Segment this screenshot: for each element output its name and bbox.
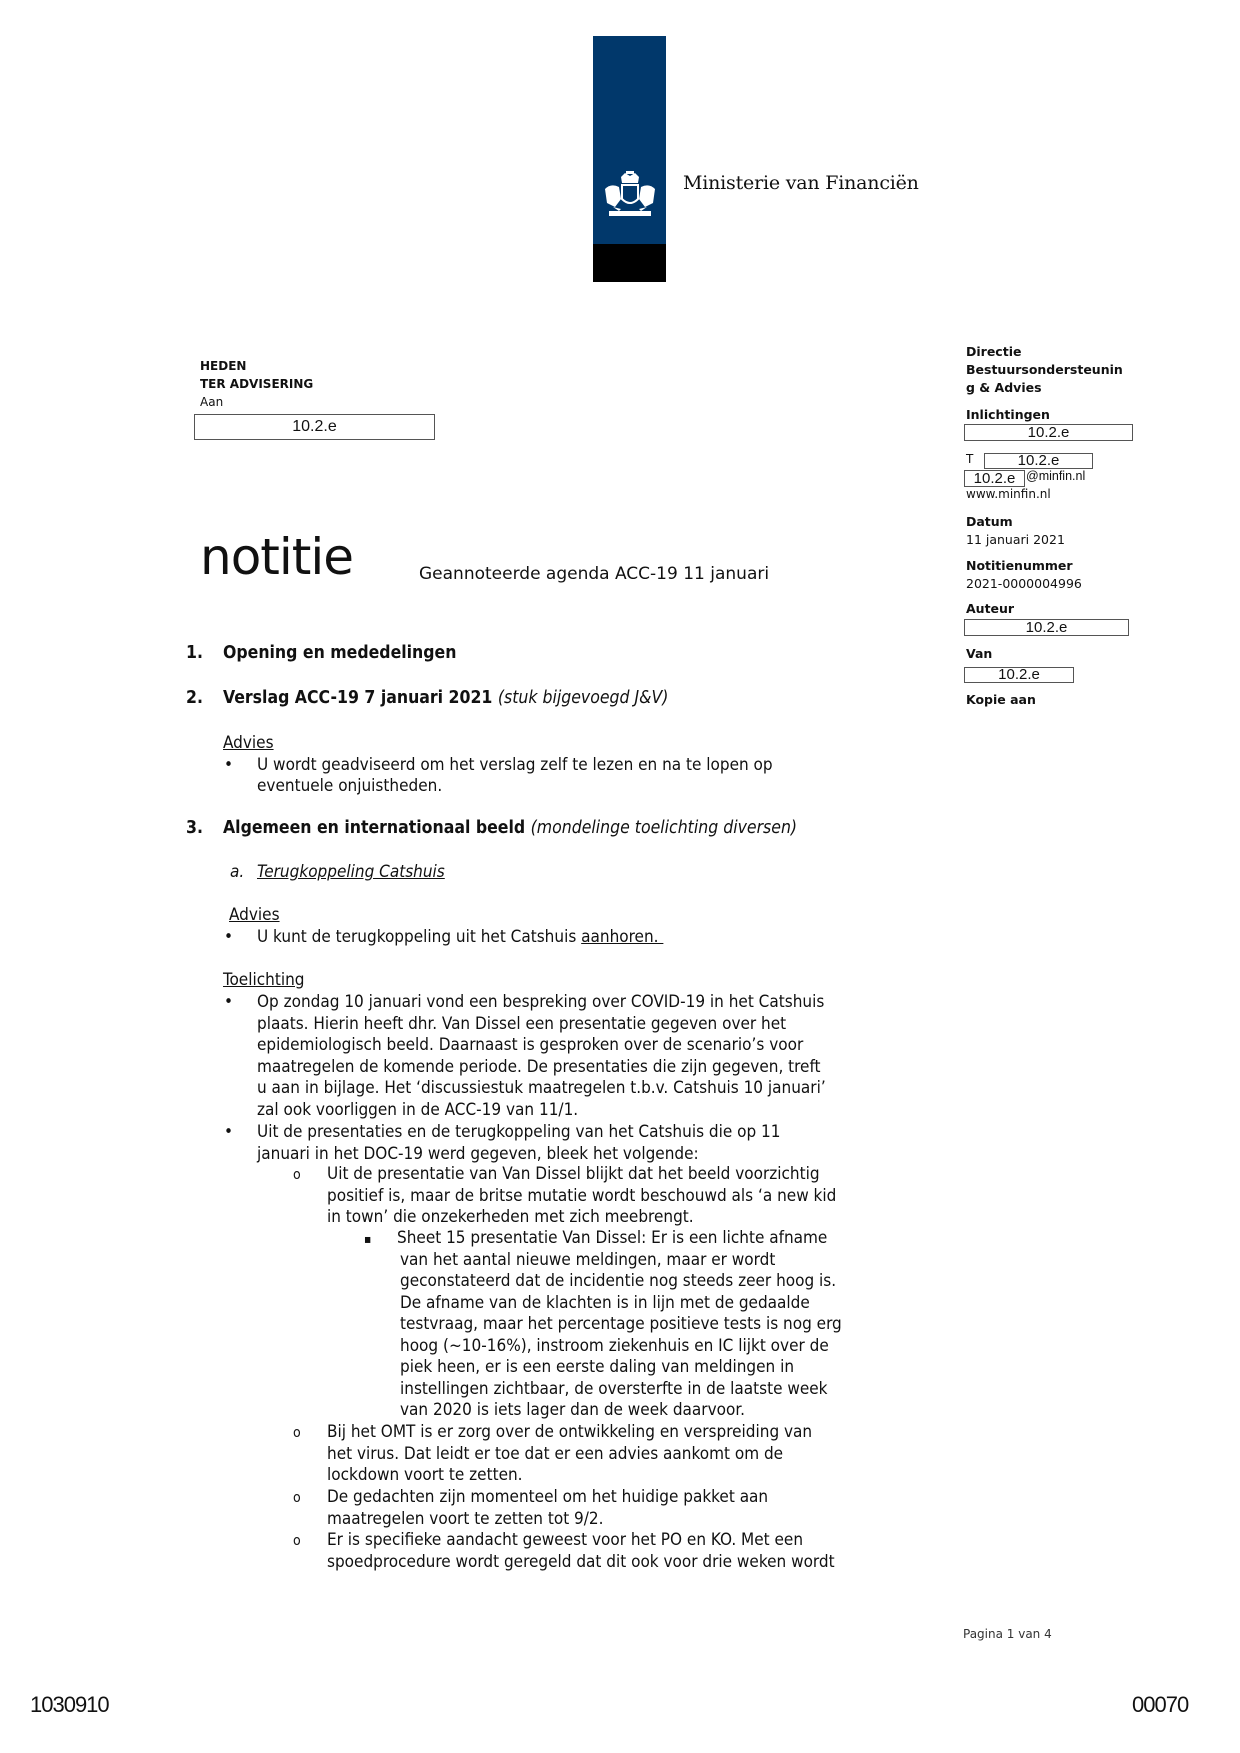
explanation-bullet-1-line: epidemiologisch beeld. Daarnaast is gesproken over de scenario’s voor <box>257 1035 804 1055</box>
sub-sub-bullet-1 <box>397 1228 842 1422</box>
explanation-bullet-1-line: zal ook voorliggen in de ACC-19 van 11/1. <box>257 1099 579 1120</box>
sub-a-advice-main: U kunt de terugkoppeling uit het Catshuis <box>257 927 582 947</box>
bullet-circle-icon: o <box>293 1533 301 1549</box>
sub-a-title: Terugkoppeling Catshuis <box>257 862 445 882</box>
sub-sub-bullet-line: hoog (~10-16%), instroom ziekenhuis en IC lijkt over de <box>400 1335 829 1356</box>
item-2-advice-line2: eventuele onjuistheden. <box>257 776 443 796</box>
recipient-redacted: 10.2.e <box>194 414 435 440</box>
author-redacted: 10.2.e <box>964 619 1129 636</box>
agenda-item-2-title: Verslag ACC-19 7 januari 2021 <box>223 688 493 708</box>
document-type-title: notitie <box>200 528 354 586</box>
sub-sub-bullet-line: van 2020 is iets lager dan de week daarvoor. <box>400 1400 745 1420</box>
coat-of-arms-icon <box>601 169 659 225</box>
sub-a-advice-heading: Advies <box>229 905 280 925</box>
info-label: Inlichtingen <box>966 407 1050 422</box>
department-line2: Bestuursondersteunin <box>966 362 1123 377</box>
ministry-logo-bar <box>593 36 666 282</box>
bullet-circle-icon: o <box>293 1167 301 1183</box>
department-line3: g & Advies <box>966 380 1042 395</box>
email-domain: @minfin.nl <box>1026 469 1086 483</box>
sub-bullet-4 <box>327 1530 835 1573</box>
sub-bullet-4-line: Er is specifieke aandacht geweest voor het PO en KO. Met een <box>327 1530 804 1550</box>
agenda-item-3-title: Algemeen en internationaal beeld <box>223 818 526 838</box>
sub-bullet-2-line: lockdown voort te zetten. <box>327 1465 523 1485</box>
note-number-label: Notitienummer <box>966 558 1073 573</box>
from-redacted: 10.2.e <box>964 667 1074 683</box>
agenda-item-1-title: Opening en mededelingen <box>223 643 457 663</box>
status-ter-advisering: TER ADVISERING <box>200 377 314 391</box>
agenda-item-1-number: 1. <box>186 643 203 663</box>
author-label: Auteur <box>966 601 1015 616</box>
explanation-bullet-1-line: plaats. Hierin heeft dhr. Van Dissel een presentatie gegeven over het <box>257 1013 787 1034</box>
recipient-label: Aan <box>200 395 224 409</box>
department-line1: Directie <box>966 344 1022 359</box>
explanation-bullet-1-line: u aan in bijlage. Het ‘discussiestuk maatregelen t.b.v. Catshuis 10 januari’ <box>257 1078 826 1098</box>
agenda-item-3-note: (mondelinge toelichting diversen) <box>530 818 798 838</box>
info-redacted: 10.2.e <box>964 424 1133 441</box>
phone-redacted: 10.2.e <box>984 453 1093 469</box>
page-indicator: Pagina 1 van 4 <box>963 1627 1052 1641</box>
sub-sub-bullet-line: instellingen zichtbaar, de oversterfte in de laatste week <box>400 1378 828 1399</box>
sub-bullet-1-line: in town’ die onzekerheden met zich meebrengt. <box>327 1207 694 1227</box>
agenda-item-2-heading <box>223 688 668 710</box>
sub-a-advice-text <box>257 927 663 949</box>
status-heden: HEDEN <box>200 359 247 373</box>
phone-prefix: T <box>966 452 974 466</box>
explanation-bullet-1-line: maatregelen de komende periode. De presentaties die zijn gegeven, treft <box>257 1056 821 1077</box>
agenda-item-2-number: 2. <box>186 688 203 708</box>
sub-bullet-1-line: positief is, maar de britse mutatie wordt beschouwd als ‘a new kid <box>327 1185 837 1206</box>
sub-bullet-3-line: maatregelen voort te zetten tot 9/2. <box>327 1508 604 1529</box>
explanation-bullet-2-line: Uit de presentaties en de terugkoppeling van het Catshuis die op 11 <box>257 1122 781 1142</box>
footer-document-id-right: 00070 <box>1132 1692 1189 1717</box>
sub-sub-bullet-line: testvraag, maar het percentage positieve tests is nog erg <box>400 1314 842 1334</box>
sub-bullet-3 <box>327 1487 768 1530</box>
sub-bullet-2-line: Bij het OMT is er zorg over de ontwikkeling en verspreiding van <box>327 1422 813 1442</box>
bullet-disc-icon: • <box>224 992 234 1012</box>
note-number-value: 2021-0000004996 <box>966 576 1082 591</box>
sub-bullet-4-line: spoedprocedure wordt geregeld dat dit ook voor drie weken wordt <box>327 1551 835 1572</box>
document-subject: Geannoteerde agenda ACC-19 11 januari <box>419 564 770 584</box>
sub-sub-bullet-line: geconstateerd dat de incidentie nog steeds zeer hoog is. <box>400 1271 837 1291</box>
date-label: Datum <box>966 514 1013 529</box>
ministry-name: Ministerie van Financiën <box>683 172 919 194</box>
bullet-square-icon: ▪ <box>364 1232 372 1246</box>
explanation-bullet-2-line: januari in het DOC-19 werd gegeven, bleek het volgende: <box>257 1143 699 1164</box>
sub-bullet-1 <box>327 1164 836 1229</box>
explanation-bullet-1-line: Op zondag 10 januari vond een bespreking over COVID-19 in het Catshuis <box>257 992 825 1012</box>
explanation-bullet-2 <box>257 1122 781 1165</box>
sub-bullet-2 <box>327 1422 812 1487</box>
copy-to-label: Kopie aan <box>966 692 1036 707</box>
sub-sub-bullet-line: Sheet 15 presentatie Van Dissel: Er is een lichte afname <box>397 1228 828 1248</box>
sub-sub-bullet-line: van het aantal nieuwe meldingen, maar er wordt <box>400 1249 776 1270</box>
website-link[interactable]: www.minfin.nl <box>966 487 1051 501</box>
sub-sub-bullet-line: piek heen, er is een eerste daling van meldingen in <box>400 1357 795 1377</box>
sub-bullet-3-line: De gedachten zijn momenteel om het huidige pakket aan <box>327 1487 769 1507</box>
explanation-heading: Toelichting <box>223 970 305 990</box>
explanation-bullet-1 <box>257 992 826 1121</box>
sub-a-advice-underlined: aanhoren. <box>581 927 664 947</box>
bullet-circle-icon: o <box>293 1490 301 1506</box>
sub-sub-bullet-line: De afname van de klachten is in lijn met de gedaalde <box>400 1292 810 1313</box>
item-2-advice-heading: Advies <box>223 733 274 753</box>
logo-bar-black-band <box>593 244 666 282</box>
agenda-item-2-note: (stuk bijgevoegd J&V) <box>497 688 669 708</box>
bullet-circle-icon: o <box>293 1425 301 1441</box>
footer-document-id-left: 1030910 <box>30 1692 109 1717</box>
from-label: Van <box>966 646 993 661</box>
agenda-item-3-number: 3. <box>186 818 203 838</box>
sub-bullet-1-line: Uit de presentatie van Van Dissel blijkt dat het beeld voorzichtig <box>327 1164 820 1184</box>
bullet-disc-icon: • <box>224 927 234 947</box>
bullet-disc-icon: • <box>224 755 234 775</box>
email-user-redacted: 10.2.e <box>964 470 1025 487</box>
date-value: 11 januari 2021 <box>966 532 1065 547</box>
agenda-item-3-heading <box>223 818 797 840</box>
sub-bullet-2-line: het virus. Dat leidt er toe dat er een advies aankomt om de <box>327 1443 784 1464</box>
item-2-advice-line1: U wordt geadviseerd om het verslag zelf te lezen en na te lopen op <box>257 755 773 775</box>
bullet-disc-icon: • <box>224 1122 234 1142</box>
sub-a-letter: a. <box>230 862 245 882</box>
